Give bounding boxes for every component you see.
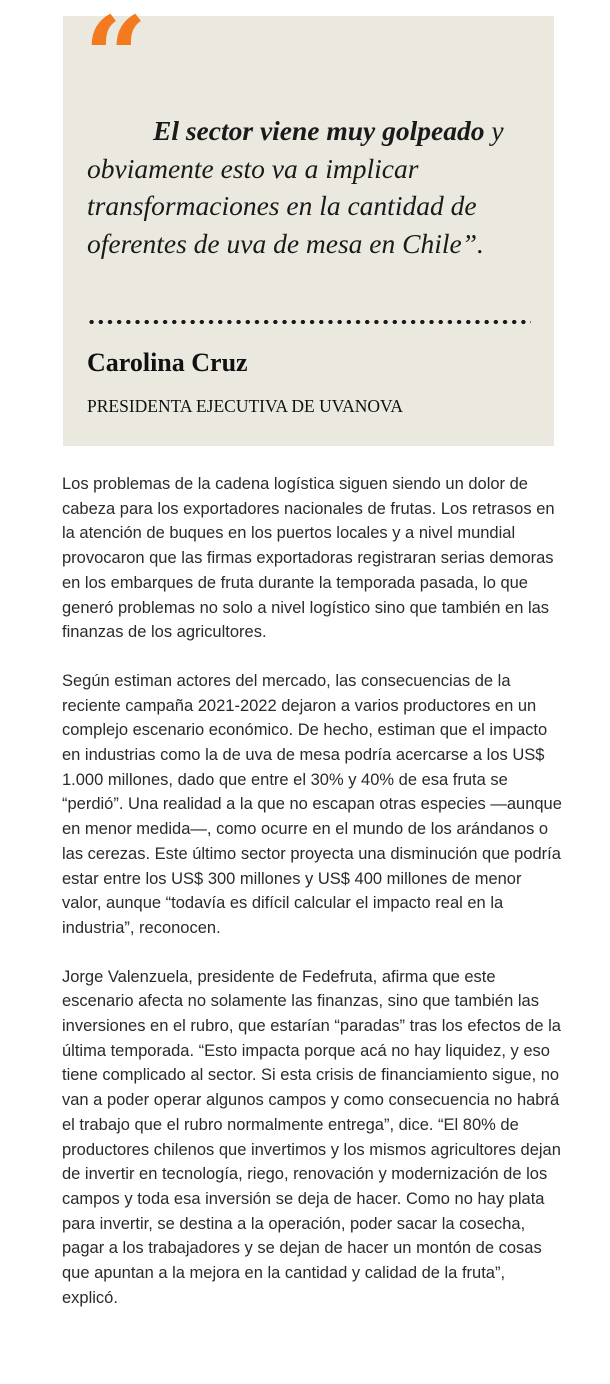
quote-author-name: Carolina Cruz xyxy=(87,348,248,377)
quote-text-bold: El sector viene muy golpeado xyxy=(153,115,485,146)
article-paragraph: Según estiman actores del mercado, las consecuencias de la reciente campaña 2021-2022 dejaron a varios productores en un complejo escenario económico. De hecho, estiman que el impacto en industrias como la de uva de mesa podría acercarse a los US$ 1.000 millones, dado que entre el 30% y 40% de esa fruta se “perdió”. Una realidad a la que no escapan otras especies —aunque en menor medida—, como ocurre en el mundo de los arándanos o las cerezas. Este último sector proyecta una disminución que podría estar entre los US$ 300 millones y US$ 400 millones de menor valor, aunque “todavía es difícil calcular el impacto real en la industria”, reconocen. xyxy=(62,671,562,937)
quote-mark-icon: “ xyxy=(84,0,148,121)
quote-text-regular: y obviamente esto va a implicar transformaciones en la cantidad de oferentes de uva de mesa en Chile”. xyxy=(87,115,504,259)
dotted-divider xyxy=(87,319,531,325)
article-paragraph: Los problemas de la cadena logística siguen siendo un dolor de cabeza para los exportadores nacionales de frutas. Los retrasos en la atención de buques en los puertos locales y a nivel mundial provocaron que las firmas exportadoras registraran serias demoras en los embarques de fruta durante la temporada pasada, lo que generó problemas no solo a nivel logístico sino que también en las finanzas de los agricultores. xyxy=(62,475,555,642)
pull-quote-box xyxy=(63,0,554,446)
article-paragraph: Jorge Valenzuela, presidente de Fedefruta, afirma que este escenario afecta no solamente las finanzas, sino que también las inversiones en el rubro, que estarían “paradas” tras los efectos de la última temporada. “Esto impacta porque acá no hay liquidez, y eso tiene complicado al sector. Si esta crisis de financiamiento sigue, no van a poder operar algunos campos y como consecuencia no habrá el trabajo que el rubro normalmente entrega”, dice. “El 80% de productores chilenos que invertimos y los mismos agricultores dejan de invertir en tecnología, riego, renovación y modernización de los campos y toda esa inversión se deja de hacer. Como no hay plata para invertir, se destina a la operación, poder sacar la cosecha, pagar a los trabajadores y se dejan de hacer un montón de cosas que apuntan a la mejora en la cantidad y calidad de la fruta”, explicó. xyxy=(62,967,561,1307)
article-body xyxy=(62,472,562,1335)
quote-text xyxy=(87,112,527,262)
quote-author-role: PRESIDENTA EJECUTIVA DE UVANOVA xyxy=(87,396,404,416)
